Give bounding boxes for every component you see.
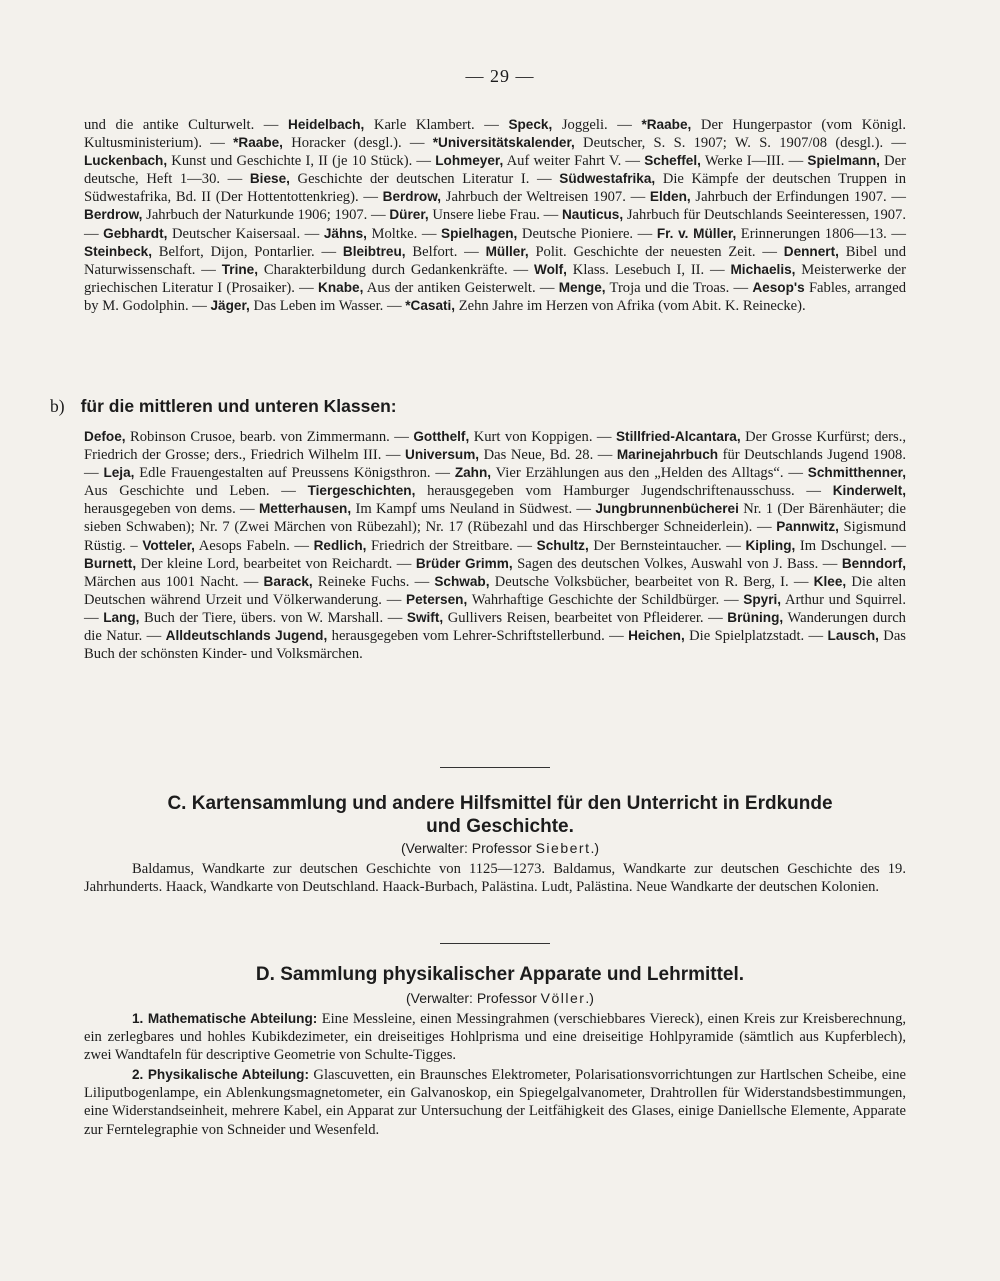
title-text: Troja und die Troas. — [605,279,753,296]
title-text: herausgegeben von dems. — [84,501,259,518]
author-name: Heidelbach, [288,117,365,132]
author-name: Gotthelf, [413,429,470,444]
title-text: Polit. Geschichte der neuesten Zeit. — [528,243,784,260]
subsection-b-title: für die mittleren und unteren Klassen: [80,396,397,416]
title-text: Aesops Fabeln. — [194,537,314,554]
book-list-paragraph-b [84,428,906,663]
author-name: Lang, [103,609,140,625]
author-name: Pannwitz, [776,519,839,535]
title-text: Charakterbildung durch Gedankenkräfte. — [258,261,534,278]
title-text: Werke I—III. — [700,153,808,170]
author-name: *Universitätskalender, [432,135,575,151]
title-text: Belfort. — [405,243,486,260]
title-text: Arthur und Squirrel. — [84,591,906,626]
title-text: Bibel und Naturwissenschaft. — [84,243,907,278]
title-text: Aus der antiken Geisterwelt. — [363,279,559,296]
author-name: Schultz, [536,537,589,553]
author-name: Spielmann, [807,153,880,169]
author-name: Brüning, [727,609,784,625]
author-name: Klee, [813,573,847,589]
title-text: Jahrbuch der Weltreisen 1907. — [441,189,650,206]
author-name: Spielhagen, [441,225,518,241]
title-text: Belfort, Dijon, Pontarlier. — [152,243,343,260]
author-name: Swift, [406,609,444,625]
author-name: Marinejahrbuch [616,447,719,463]
author-name: Knabe, [318,279,364,295]
title-text: Der Bernsteintaucher. — [588,537,746,554]
title-text: Die alten Deutschen während Urzeit und Völkerwanderung. — [84,573,906,608]
author-name: Tiergeschichten, [307,483,416,499]
verwalter-name: Siebert [535,840,591,856]
title-text: Reineke Fuchs. — [312,573,435,590]
title-text: Im Dschungel. — [795,537,907,554]
author-name: Berdrow, [84,207,143,223]
section-d-body [84,1010,906,1139]
author-name: Müller, [485,243,529,259]
title-text: Wanderungen durch die Natur. — [84,609,906,645]
author-name: Kinderwelt, [832,483,906,499]
section-c-title [60,792,940,838]
author-name: Schwab, [434,573,490,589]
author-name: Nauticus, [561,207,624,223]
author-name: Redlich, [313,537,367,553]
author-name: Menge, [558,279,606,295]
author-name: Benndorf, [841,555,906,571]
author-name: *Casati, [405,297,456,313]
title-text: Der Grosse Kurfürst; ders., Friedrich der Grosse; ders., Friedrich Wilhelm III. — [84,429,906,464]
title-text: herausgegeben vom Hamburger Jugendschriftenausschuss. — [415,483,833,500]
title-text: Deutsche Pioniere. — [517,225,657,242]
author-name: Elden, [649,189,691,205]
author-name: Jungbrunnenbücherei [595,501,739,517]
title-text: Der kleine Lord, bearbeitet von Reichardt. — [136,555,416,572]
title-text: Auf weiter Fahrt V. — [503,153,645,170]
author-name: Alldeutschlands Jugend, [165,628,328,644]
author-name: Michaelis, [730,261,796,277]
author-name: Berdrow, [382,189,442,205]
author-name: Bleibtreu, [342,243,406,259]
title-text: Aus Geschichte und Leben. — [84,483,308,500]
verwalter-prefix: (Verwalter: Professor [406,990,541,1006]
title-text: Meisterwerke der griechischen Literatur I (Prosaiker). — [84,261,906,296]
title-text: Kurt von Koppigen. — [469,429,616,445]
author-name: Brüder Grimm, [415,555,513,571]
title-text: Das Buch der schönsten Kinder- und Volksmärchen. [84,628,906,663]
title-text: Horacker (desgl.). — [282,135,433,152]
title-text: Gullivers Reisen, bearbeitet von Pfleiderer. — [443,609,728,626]
author-name: Burnett, [84,555,137,571]
verwalter-name: Völler [540,990,586,1006]
title-text: für Deutschlands Jugend 1908. — [84,447,906,482]
author-name: Scheffel, [644,153,701,169]
title-text: Die Kämpfe der deutschen Truppen in Südwestafrika, Bd. II (Der Hottentottenkrieg). — [84,171,907,206]
author-name: Metterhausen, [258,501,352,517]
title-text: Nr. 1 (Der Bärenhäuter; die sieben Schwaben); Nr. 7 (Zwei Märchen von Rübezahl); Nr. 17 (Rübezahl und das Hirschberger Schneiderlein). — [84,501,906,536]
author-name: *Raabe, [641,117,692,132]
title-text: Geschichte der deutschen Literatur I. — [289,171,560,188]
author-name: Barack, [263,573,313,589]
author-name: Defoe, [84,429,126,444]
author-name: Spyri, [743,591,782,607]
title-text: Sigismund Rüstig. – [84,519,906,554]
author-name: Jäger, [210,297,250,313]
author-name: Dennert, [783,243,839,259]
title-text: Vier Erzählungen aus den „Helden des Alltags“. — [491,465,808,482]
title-text: Deutscher Kaisersaal. — [167,225,324,242]
physics-dept-text: Glascuvetten, ein Braunsches Elektrometer, Polarisationsvorrichtungen zur Hartlschen Scheibe, eine Liliputbogenlampe, ein Ablenkungsmagnetometer, ein Galvanoskop, ein Spiegelgalvanometer, Drahtrollen für Widerstandsbestimmungen, eine Widerstandseinheit, mehrere Kabel, ein Apparat zur Untersuchung der Leitfähigkeit des Glases, einige Daniellsche Elemente, Apparate zur Ferntelegraphie von Schneider und Wesenfeld. [84,1067,906,1138]
author-name: Fr. v. Müller, [656,225,737,241]
author-name: Lohmeyer, [435,153,504,169]
section-c-title-line2: und Geschichte. [426,816,574,837]
section-divider [440,767,550,768]
author-name: Kipling, [745,537,796,553]
title-text: Joggeli. — [552,117,642,133]
title-text: herausgegeben vom Lehrer-Schriftstellerbund. — [327,628,629,645]
author-name: Wolf, [533,261,567,277]
title-text: Zehn Jahre im Herzen von Afrika (vom Abit. K. Reinecke). [455,297,806,314]
title-text: Erinnerungen 1806—13. — [736,225,906,242]
section-c-verwalter [0,840,1000,856]
title-text: und die antike Culturwelt. — [84,117,288,133]
title-text: Deutscher, S. S. 1907; W. S. 1907/08 (desgl.). — [574,135,907,152]
title-text: Unsere liebe Frau. — [428,207,562,224]
author-name: Votteler, [142,537,195,553]
section-d-verwalter [0,990,1000,1006]
author-name: Jähns, [323,225,367,241]
author-name: Stillfried-Alcantara, [615,429,741,444]
author-name: Zahn, [454,465,492,481]
title-text: Der Hungerpastor (vom Königl. Kultusministerium). — [84,117,906,152]
author-name: Luckenbach, [84,153,168,169]
title-text: Der deutsche, Heft 1—30. — [84,153,906,188]
title-text: Robinson Crusoe, bearb. von Zimmermann. — [125,429,414,445]
mathematics-dept-label: 1. Mathematische Abteilung: [132,1011,318,1026]
title-text: Sagen des deutschen Volkes, Auswahl von J. Bass. — [512,555,842,572]
author-name: Schmitthenner, [807,465,906,481]
book-list-paragraph [84,116,906,315]
author-name: Gebhardt, [103,225,168,241]
verwalter-suffix: .) [590,840,600,856]
title-text: Wahrhaftige Geschichte der Schildbürger. — [467,591,744,608]
section-c-body [84,860,906,896]
physics-dept-label: 2. Physikalische Abteilung: [132,1067,310,1083]
title-text: Jahrbuch der Naturkunde 1906; 1907. — [142,207,390,224]
section-d-title: D. Sammlung physikalischer Apparate und Lehrmittel. [255,964,745,985]
title-text: Das Neue, Bd. 28. — [479,447,617,464]
book-list-upper-classes [84,116,906,315]
section-d-paragraph-2 [84,1066,906,1138]
subsection-b-heading [50,396,397,417]
page-number: — 29 — [465,66,535,86]
subsection-b-label: b) [50,396,65,416]
title-text: Märchen aus 1001 Nacht. — [84,573,264,590]
title-text: Deutsche Volksbücher, bearbeitet von R. Berg, I. — [489,573,814,590]
section-c-title-line1: C. Kartensammlung und andere Hilfsmittel für den Unterricht in Erdkunde [167,793,833,814]
title-text: Buch der Tiere, übers. von W. Marshall. — [139,609,407,626]
author-name: Heichen, [628,628,685,644]
title-text: Die Spielplatzstadt. — [684,628,828,645]
author-name: Trine, [221,261,258,277]
title-text: Jahrbuch der Erfindungen 1907. — [690,189,906,206]
author-name: Speck, [508,117,553,132]
title-text: Das Leben im Wasser. — [249,297,406,314]
book-list-middle-classes [84,428,906,663]
author-name: Universum, [405,447,480,463]
author-name: Lausch, [827,628,879,644]
title-text: Jahrbuch für Deutschlands Seeinteressen, 1907. — [84,207,906,242]
title-text: Karle Klambert. — [364,117,509,133]
verwalter-suffix: .) [585,990,594,1006]
title-text: Klass. Lesebuch I, II. — [566,261,731,278]
author-name: Dürer, [389,207,429,223]
title-text: Friedrich der Streitbare. — [366,537,537,554]
author-name: Südwestafrika, [559,171,656,187]
section-divider-2 [440,943,550,944]
title-text: Edle Frauengestalten auf Preussens Königsthron. — [134,465,455,482]
author-name: Petersen, [406,591,468,607]
title-text: Moltke. — [366,225,442,242]
author-name: Steinbeck, [84,243,152,259]
author-name: *Raabe, [233,135,283,151]
section-c-text: Baldamus, Wandkarte zur deutschen Geschichte von 1125—1273. Baldamus, Wandkarte zur deutschen Geschichte des 19. Jahrhunderts. Haack, Wandkarte von Deutschland. Haack-Burbach, Palästina. Ludt, Palästina. Neue Wandkarte der deutschen Kolonien. [84,861,906,896]
title-text: Kunst und Geschichte I, II (je 10 Stück). — [167,153,436,170]
title-text: Fables, arranged by M. Godolphin. — [84,279,906,314]
title-text: Im Kampf ums Neuland in Südwest. — [351,501,596,518]
author-name: Aesop's [752,279,805,295]
section-d-paragraph-1 [84,1010,906,1064]
mathematics-dept-text: Eine Messleine, einen Messingrahmen (verschiebbares Viereck), einen Kreis zur Kreisberechnung, ein zerlegbares und hohles Kubikdezimeter, ein dreiseitiges Hohlprisma und eine dreiseitige Hohlpyramide (sämtlich aus Kupferblech), zwei Wandtafeln für descriptive Geometrie von Schulte-Tigges. [84,1011,907,1064]
author-name: Biese, [249,171,290,187]
author-name: Leja, [103,465,135,481]
verwalter-prefix: (Verwalter: Professor [400,840,536,856]
